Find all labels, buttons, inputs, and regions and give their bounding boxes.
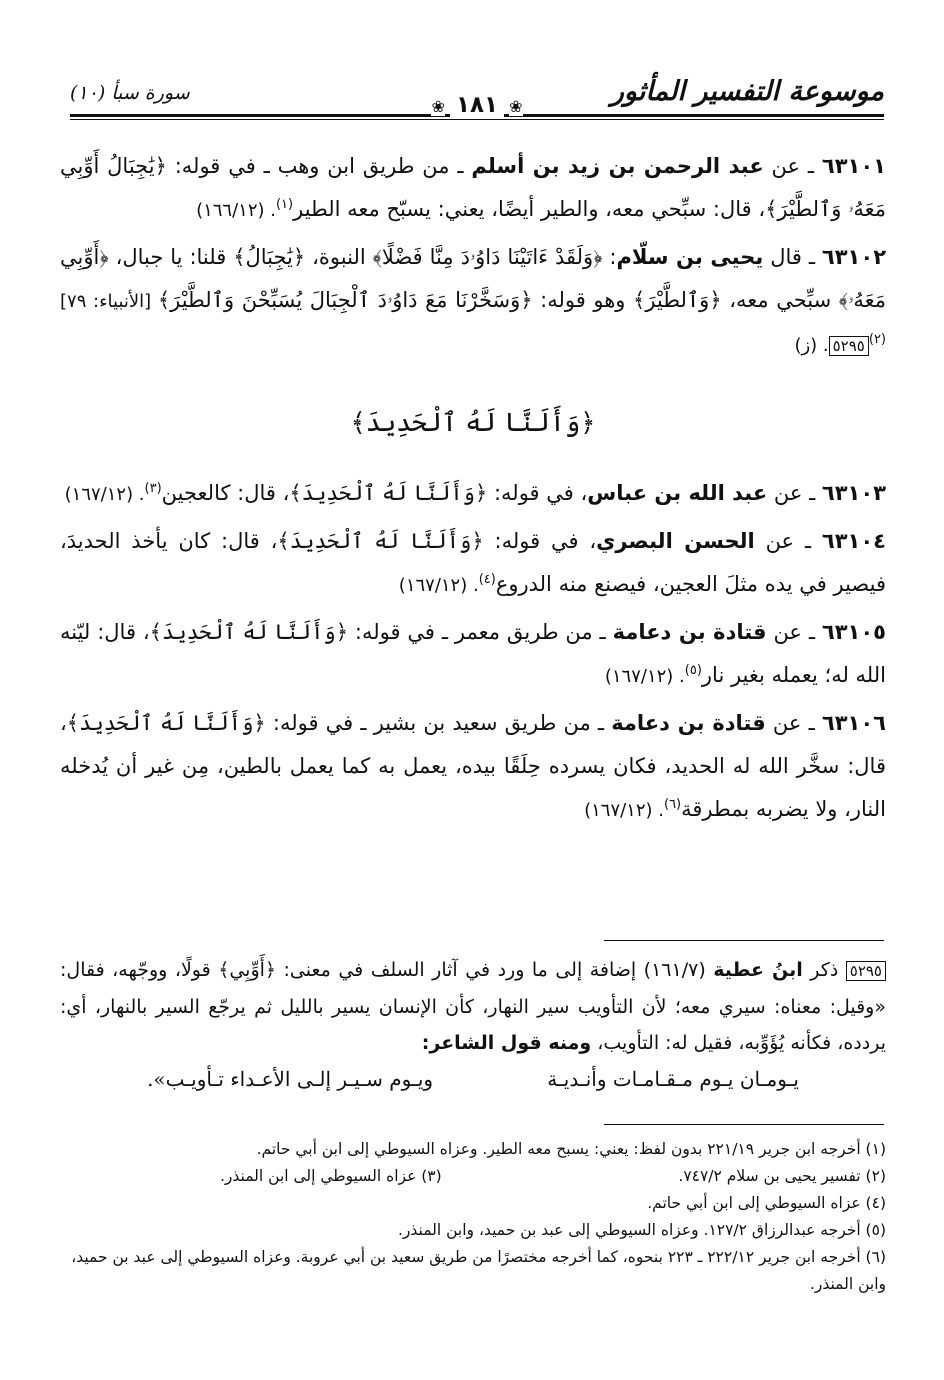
narration-entry: ٦٣١٠٣ ـ عن عبد الله بن عباس، في قوله: ﴿وَأَلَنَّا لَهُ ٱلْحَدِيدَ﴾، قال: كالعجين$^{(٣)}$. (١٦٧/١٢) xyxy=(64,481,886,505)
note-paragraph: ٥٢٩٥ ذكر ابنُ عطية (١٦١/٧) إضافة إلى ما ورد في آثار السلف في معنى: ﴿أَوِّبِي﴾ قولًا، ووجّهه، فقال: «وقيل: معناه: سيري معه؛ لأن التأويب سير النهار، كأن الإنسان يسير بالليل ثم يرجّع السير بالنهار، أي: يردده، فكأنه يُؤَوِّبه، فقيل له: التأويب، ومنه قول الشاعر: xyxy=(60,959,886,1054)
page-number: ١٨١ xyxy=(450,92,504,118)
quran-quote: ﴿أَوِّبِي مَعَهُۥ﴾ xyxy=(60,245,886,312)
volume-ref: . (١٦٧/١٢) xyxy=(604,666,685,687)
verse-first-half: يـومـان يـوم مـقـامـات وأنـديـة xyxy=(547,1067,799,1091)
narration-entry: ٦٣١٠٢ ـ قال يحيى بن سلّام: ﴿وَلَقَدْ ءَاتَيْنَا دَاوُۥدَ مِنَّا فَضْلًا﴾ النبوة، ﴿يَٰجِبَالُ﴾ قلنا: يا جبال، ﴿أَوِّبِي مَعَهُۥ﴾ سبِّحي معه، ﴿وَٱلطَّيْرَ﴾ وهو قوله: ﴿وَسَخَّرْنَا مَعَ دَاوُۥدَ ٱلْجِبَالَ يُسَبِّحْنَ وَٱلطَّيْرَ﴾ [الأنبياء: ٧٩]$^{(٢)}$٥٢٩٥. (ز) xyxy=(60,245,887,356)
quran-quote: ﴿وَأَلَنَّا لَهُ ٱلْحَدِيدَ﴾ xyxy=(289,481,488,505)
narration-entry: ٦٣١٠٤ ـ عن الحسن البصري، في قوله: ﴿وَأَلَنَّا لَهُ ٱلْحَدِيدَ﴾، قال: كان يأخذ الحديدَ، فيصير في يده مثلَ العجين، فيصنع منه الدروع$^{(٤)}$. (١٦٧/١٢) xyxy=(60,529,886,596)
comment-badge: ٥٢٩٥ xyxy=(846,961,886,981)
footnote: (٦) أخرجه ابن جرير ٢٢٢/١٢ ـ ٢٢٣ بنحوه، كما أخرجه مختصرًا من طريق سعيد بن أبي عروبة. وعزاه السيوطي إلى عبد بن حميد، وابن المنذر. xyxy=(71,1248,886,1293)
quran-quote: ﴿وَسَخَّرْنَا مَعَ دَاوُۥدَ ٱلْجِبَالَ يُسَبِّحْنَ وَٱلطَّيْرَ﴾ xyxy=(157,288,533,312)
footnote-marker[interactable]: (٢) xyxy=(868,332,886,347)
entry-number: ٦٣١٠٦ xyxy=(821,711,886,735)
volume-ref: . (١٦٧/١٢) xyxy=(398,575,479,596)
volume-ref: . (ز) xyxy=(794,335,829,356)
section-heading: ﴿وَأَلَنَّا لَهُ ٱلْحَدِيدَ﴾ xyxy=(350,408,596,438)
surah-name: سورة سبأ (١٠) xyxy=(70,82,190,104)
footnotes xyxy=(60,1136,886,1298)
entry-number: ٦٣١٠١ xyxy=(821,154,886,178)
narrator-name: عبد الله بن عباس xyxy=(587,481,768,505)
narrator-name: قتادة بن دعامة xyxy=(612,620,767,644)
quran-quote: ﴿يَٰجِبَالُ﴾ xyxy=(233,245,306,269)
quran-quote: ﴿وَأَلَنَّا لَهُ ٱلْحَدِيدَ﴾ xyxy=(149,620,349,644)
narration-entry: ٦٣١٠٦ ـ عن قتادة بن دعامة ـ من طريق سعيد بن بشير ـ في قوله: ﴿وَأَلَنَّا لَهُ ٱلْحَدِيدَ﴾، قال: سخَّر الله له الحديد، فكان يسرده حِلَقًا بيده، يعمل به كما يعمل بالطين، مِن غير أن يُدخله النار، ولا يضربه بمطرقة$^{(٦)}$. (١٦٧/١٢) xyxy=(60,711,886,821)
narration-entry: ٦٣١٠١ ـ عن عبد الرحمن بن زيد بن أسلم ـ من طريق ابن وهب ـ في قوله: ﴿يَٰجِبَالُ أَوِّبِي مَعَهُۥ وَٱلطَّيْرَ﴾، قال: سبِّحي معه، والطير أيضًا، يعني: يسبّح معه الطير$^{(١)}$. (١٦٦/١٢) xyxy=(60,154,886,221)
footnote-marker[interactable]: (١) xyxy=(275,197,294,212)
main-text xyxy=(60,145,886,836)
narrator-name: عبد الرحمن بن زيد بن أسلم xyxy=(471,154,764,178)
footnote-separator xyxy=(604,1124,884,1125)
entry-number: ٦٣١٠٤ xyxy=(821,529,886,553)
quran-quote: ﴿وَأَلَنَّا لَهُ ٱلْحَدِيدَ﴾ xyxy=(66,711,266,735)
footnote: (٣) عزاه السيوطي إلى ابن المنذر. xyxy=(220,1167,442,1185)
quran-quote: ﴿وَلَقَدْ ءَاتَيْنَا دَاوُۥدَ مِنَّا فَضْلًا﴾ xyxy=(372,245,603,269)
comment-badge[interactable]: ٥٢٩٥ xyxy=(829,336,869,356)
narrator-name: قتادة بن دعامة xyxy=(611,711,766,735)
entry-number: ٦٣١٠٥ xyxy=(821,620,886,644)
quran-quote: ﴿وَٱلطَّيْرَ﴾ xyxy=(633,288,722,312)
footnote: (٢) تفسير يحيى بن سلام ٧٤٧/٢. xyxy=(678,1167,886,1185)
ornament-icon: ❀ xyxy=(431,97,445,116)
header-rule-thin xyxy=(70,119,884,120)
footnote: (٤) عزاه السيوطي إلى ابن أبي حاتم. xyxy=(647,1194,886,1212)
quran-quote: ﴿وَأَلَنَّا لَهُ ٱلْحَدِيدَ﴾ xyxy=(277,529,484,553)
entry-number: ٦٣١٠٢ xyxy=(821,245,887,269)
editor-note xyxy=(60,952,886,1097)
narration-entry: ٦٣١٠٥ ـ عن قتادة بن دعامة ـ من طريق معمر ـ في قوله: ﴿وَأَلَنَّا لَهُ ٱلْحَدِيدَ﴾، قال: ليّنه الله له؛ يعمله بغير نار$^{(٥)}$. (١٦٧/١٢) xyxy=(60,620,886,687)
footnote: (٥) أخرجه عبدالرزاق ١٢٧/٢. وعزاه السيوطي إلى عبد بن حميد، وابن المنذر. xyxy=(397,1221,886,1239)
footnote-marker[interactable]: (٦) xyxy=(663,797,682,812)
volume-ref: . (١٦٧/١٢) xyxy=(64,484,145,505)
footnote-marker[interactable]: (٥) xyxy=(684,663,702,678)
footnote-marker[interactable]: (٤) xyxy=(478,572,496,587)
volume-ref: . (١٦٧/١٢) xyxy=(584,800,664,821)
narrator-name: يحيى بن سلّام xyxy=(616,245,764,269)
scholar-name: ابنُ عطية xyxy=(713,959,803,981)
narrator-name: الحسن البصري xyxy=(596,529,755,553)
note-separator xyxy=(604,940,884,941)
book-title: موسوعة التفسير المأثور xyxy=(610,76,884,107)
footnote: (١) أخرجه ابن جرير ٢٢١/١٩ بدون لفظ: يعني: يسبح معه الطير. وعزاه السيوطي إلى ابن أبي حاتم. xyxy=(256,1140,886,1158)
running-header xyxy=(70,70,884,120)
footnote-marker[interactable]: (٣) xyxy=(144,481,162,496)
poetry-verse xyxy=(60,1061,886,1097)
quran-quote: ﴿يَٰجِبَالُ أَوِّبِي مَعَهُۥ وَٱلطَّيْرَ﴾ xyxy=(60,154,886,221)
ornament-icon: ❀ xyxy=(509,97,523,116)
verse-second-half: ويـوم سـيـر إلـى الأعـداء تـأويـب». xyxy=(147,1067,434,1091)
entry-number: ٦٣١٠٣ xyxy=(821,481,886,505)
quran-quote: ﴿أَوِّبِي﴾ xyxy=(218,959,277,981)
footnote-row xyxy=(60,1163,886,1190)
volume-ref: . (١٦٦/١٢) xyxy=(196,200,276,221)
